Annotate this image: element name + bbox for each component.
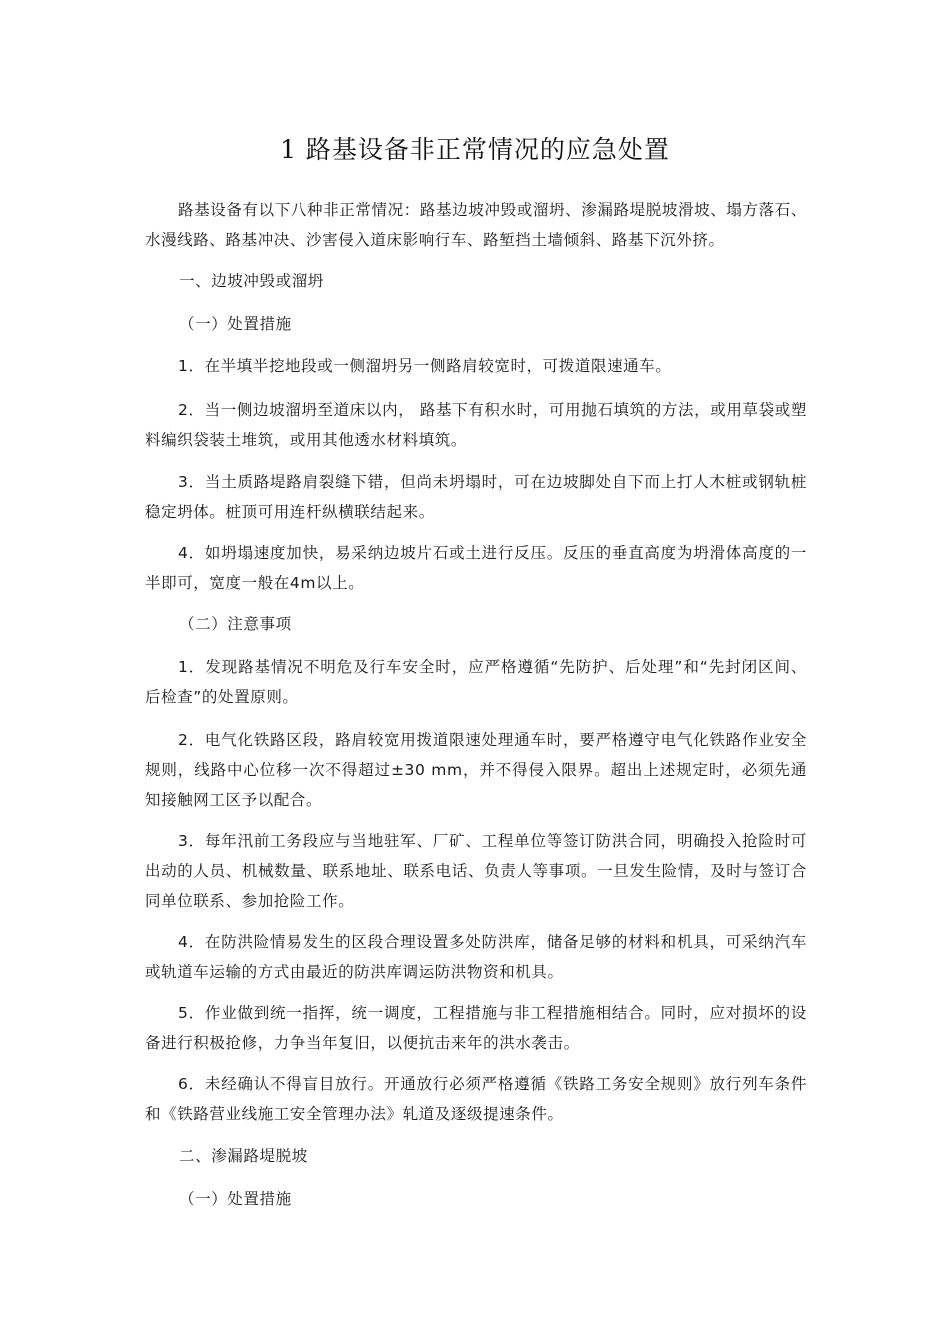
- measure-item-2: 2．当一侧边坡溜坍至道床以内， 路基下有积水时，可用抛石填筑的方法，或用草袋或塑料编织袋装土堆筑，或用其他透水材料填筑。: [145, 401, 807, 449]
- intro-paragraph: 路基设备有以下八种非正常情况：路基边坡冲毁或溜坍、渗漏路堤脱坡滑坡、塌方落石、水漫线路、路基冲决、沙害侵入道床影响行车、路堑挡土墙倾斜、路基下沉外挤。: [145, 201, 807, 249]
- note-item-5: 5．作业做到统一指挥，统一调度，工程措施与非工程措施相结合。同时，应对损坏的设备进行积极抢修，力争当年复旧，以便抗击来年的洪水袭击。: [145, 1004, 807, 1052]
- note-item-4: 4．在防洪险情易发生的区段合理设置多处防洪库，储备足够的材料和机具，可采纳汽车或轨道车运输的方式由最近的防洪库调运防洪物资和机具。: [145, 933, 807, 981]
- document-title: 1 路基设备非正常情况的应急处置: [280, 135, 670, 164]
- measure-item-4: 4．如坍塌速度加快，易采纳边坡片石或土进行反压。反压的垂直高度为坍滑体高度的一半即可，宽度一般在4m以上。: [145, 544, 807, 592]
- measure-item-3: 3．当土质路堤路肩裂缝下错，但尚未坍塌时，可在边坡脚处自下而上打人木桩或钢轨桩稳定坍体。桩顶可用连杆纵横联结起来。: [145, 473, 807, 521]
- section-heading-2: 二、渗漏路堤脱坡: [179, 1147, 308, 1165]
- measure-item-1: 1．在半填半挖地段或一侧溜坍另一侧路肩较宽时，可拨道限速通车。: [178, 357, 672, 375]
- section-heading-1: 一、边坡冲毁或溜坍: [179, 272, 324, 290]
- note-item-2: 2．电气化铁路区段，路肩较宽用拨道限速处理通车时，要严格遵守电气化铁路作业安全规则，线路中心位移一次不得超过±30 mm，并不得侵入限界。超出上述规定时，必须先通知接触网工区予以配合。: [145, 731, 807, 809]
- section2-subsection-heading-measures: （一）处置措施: [179, 1190, 292, 1208]
- subsection-heading-notes: （二）注意事项: [179, 615, 292, 633]
- note-item-1: 1．发现路基情况不明危及行车安全时，应严格遵循“先防护、后处理”和“先封闭区间、后检查”的处置原则。: [145, 658, 807, 706]
- note-item-6: 6．未经确认不得盲目放行。开通放行必须严格遵循《铁路工务安全规则》放行列车条件和《铁路营业线施工安全管理办法》轧道及逐级提速条件。: [145, 1075, 807, 1123]
- note-item-3: 3．每年汛前工务段应与当地驻军、厂矿、工程单位等签订防洪合同，明确投入抢险时可出动的人员、机械数量、联系地址、联系电话、负责人等事项。一旦发生险情，及时与签订合同单位联系、参加抢险工作。: [145, 832, 807, 910]
- subsection-heading-measures: （一）处置措施: [179, 315, 292, 333]
